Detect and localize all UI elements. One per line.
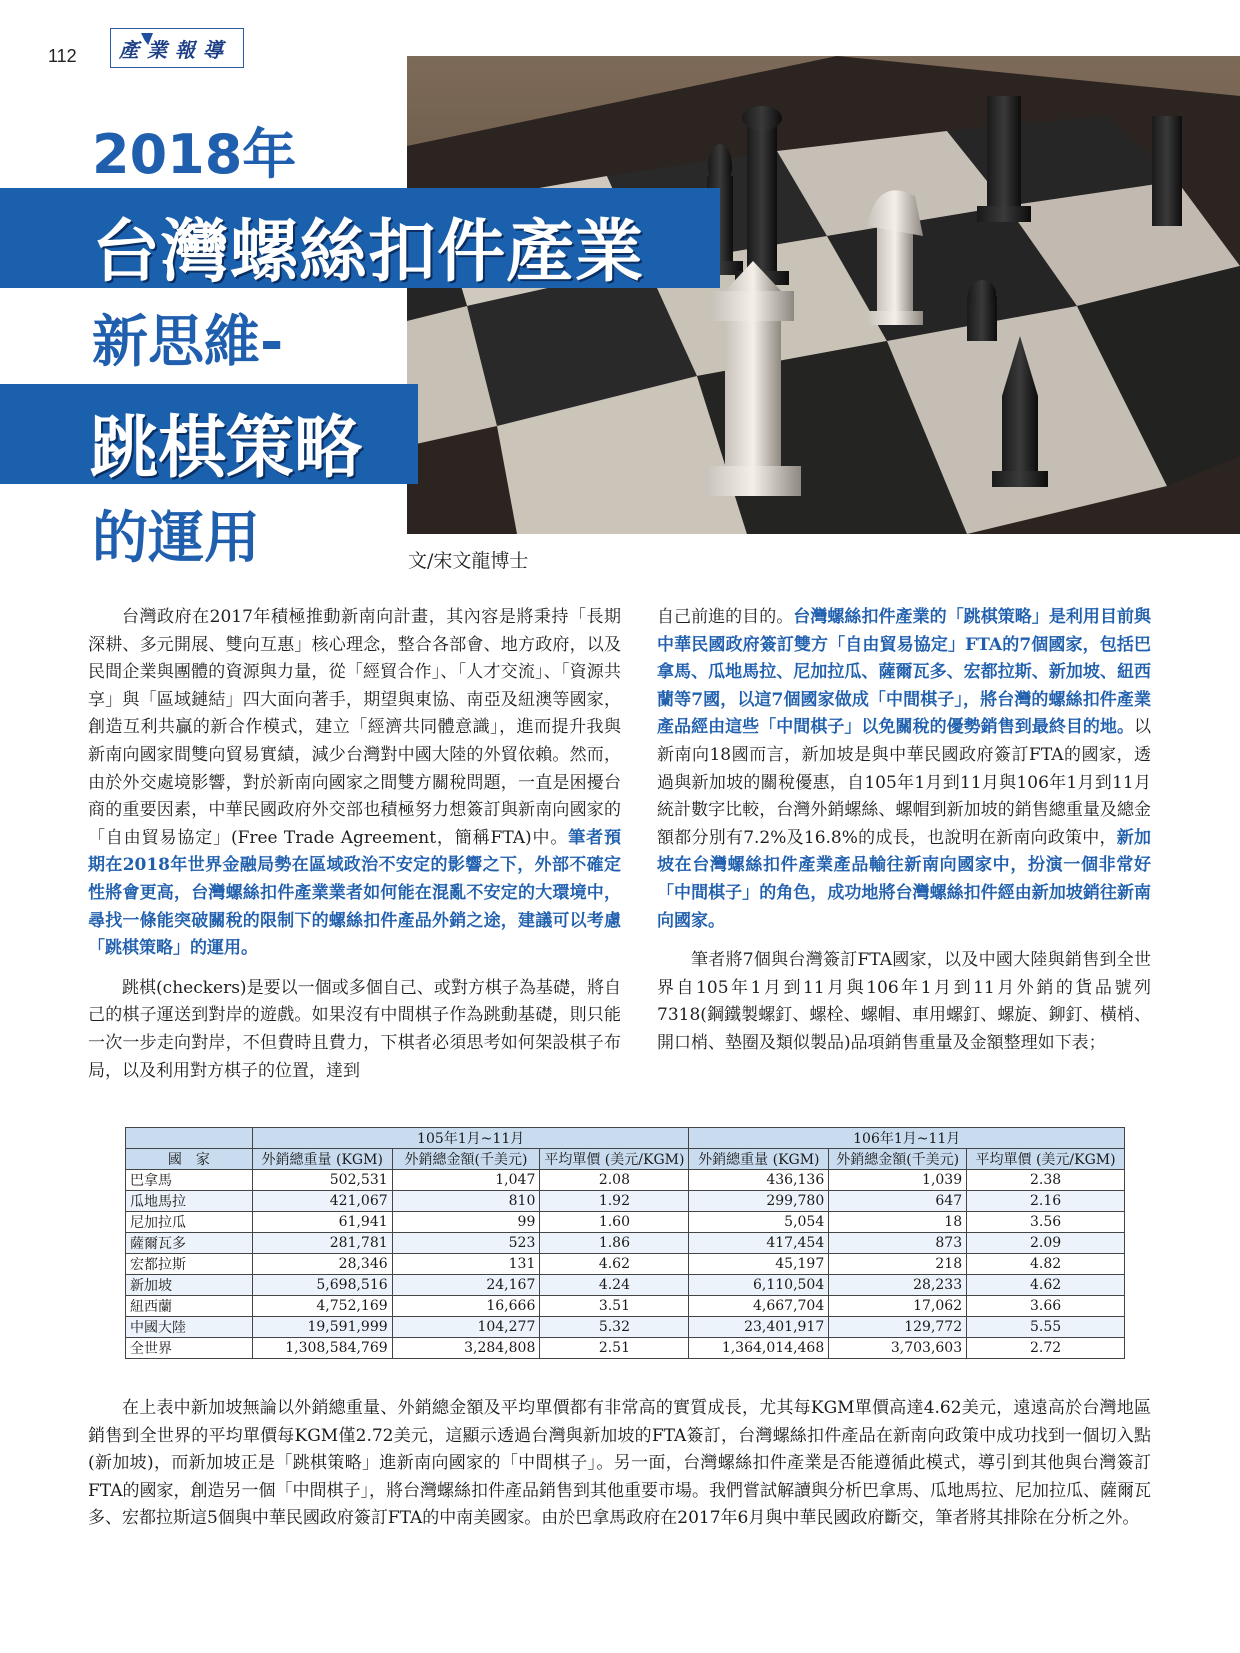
table-cell-p106: 2.16 [967,1191,1125,1212]
table-column-header-row [126,1149,1125,1170]
table-cell-a106: 647 [829,1191,967,1212]
table-cell-a105: 523 [392,1233,540,1254]
table-row [126,1170,1125,1191]
table-cell-w105: 61,941 [252,1212,392,1233]
table-cell-w105: 1,308,584,769 [252,1338,392,1359]
paragraph-text: 以新南向18國而言，新加坡是與中華民國政府簽訂FTA的國家，透過與新加坡的關稅優惠，自105年1月到11月與106年1月到11月統計數字比較，台灣外銷螺絲、螺帽到新加坡的銷售總重量及總金額都分別有7.2%及16.8%的成長，也說明在新南向政策中， [657,717,1151,848]
table-cell-p105: 4.24 [540,1275,689,1296]
right-column [657,604,1151,1058]
title-year: 2018年 [92,123,297,186]
table-cell-p106: 2.72 [967,1338,1125,1359]
table-cell-country: 宏都拉斯 [126,1254,253,1275]
table-cell-country: 中國大陸 [126,1317,253,1338]
byline: 文/宋文龍博士 [408,550,529,572]
table-cell-w106: 1,364,014,468 [689,1338,829,1359]
table-cell-p106: 3.66 [967,1296,1125,1317]
table-cell-p105: 1.86 [540,1233,689,1254]
table-row [126,1191,1125,1212]
table-cell-p105: 5.32 [540,1317,689,1338]
col-amount-106: 外銷總金額(千美元) [829,1149,967,1170]
table-cell-w105: 502,531 [252,1170,392,1191]
table-row [126,1275,1125,1296]
paragraph-highlight: 新加坡在台灣螺絲扣件產業產品輸往新南向國家中，扮演一個非常好「中間棋子」的角色，成功地將台灣螺絲扣件經由新加坡銷往新南向國家。 [657,827,1151,931]
col-country: 國 家 [126,1149,253,1170]
table-cell-a105: 3,284,808 [392,1338,540,1359]
col-amount-105: 外銷總金額(千美元) [392,1149,540,1170]
table-cell-country: 瓜地馬拉 [126,1191,253,1212]
table-cell-a106: 1,039 [829,1170,967,1191]
export-table-wrap [125,1127,1125,1359]
paragraph-text: 台灣政府在2017年積極推動新南向計畫，其內容是將秉持「長期深耕、多元開展、雙向互惠」核心理念，整合各部會、地方政府，以及民間企業與團體的資源與力量，從「經貿合作」、「人才交流」、「資源共享」與「區域鏈結」四大面向著手，期望與東協、南亞及紐澳等國家，創造互利共贏的新合作模式，建立「經濟共同體意識」，進而提升我與新南向國家間雙向貿易實績，減少台灣對中國大陸的外貿依賴。然而，由於外交處境影響，對於新南向國家之間雙方關稅問題，一直是困擾台商的重要因素，中華民國政府外交部也積極努力想簽訂與新南向國家的「自由貿易協定」(Free Trade Agreement，簡稱FTA)中。 [88,607,621,848]
table-cell-w105: 421,067 [252,1191,392,1212]
table-row [126,1212,1125,1233]
table-cell-a105: 1,047 [392,1170,540,1191]
title-band-2 [0,384,418,488]
table-cell-w106: 23,401,917 [689,1317,829,1338]
title-band-1 [0,188,720,292]
chess-photo-illustration [407,56,1240,534]
table-row [126,1296,1125,1317]
table-cell-a105: 104,277 [392,1317,540,1338]
table-cell-w105: 5,698,516 [252,1275,392,1296]
chess-photo [407,56,1240,534]
table-cell-p106: 5.55 [967,1317,1125,1338]
table-cell-w105: 19,591,999 [252,1317,392,1338]
table-cell-a106: 129,772 [829,1317,967,1338]
table-cell-p106: 2.38 [967,1170,1125,1191]
table-cell-p105: 4.62 [540,1254,689,1275]
title-line-2: 新思維- [92,310,284,375]
paragraph [657,604,1151,935]
col-weight-106: 外銷總重量 (KGM) [689,1149,829,1170]
table-cell-w105: 4,752,169 [252,1296,392,1317]
table-period-105: 105年1月~11月 [252,1128,689,1149]
table-cell-a106: 17,062 [829,1296,967,1317]
paragraph: 筆者將7個與台灣簽訂FTA國家，以及中國大陸與銷售到全世界自105年1月到11月與106年1月到11月外銷的貨品號列7318(鋼鐵製螺釘、螺栓、螺帽、車用螺釘、螺旋、鉚釘、橫梢、開口梢、墊圈及類似製品)品項銷售重量及金額整理如下表； [657,950,1151,1053]
table-cell-a105: 99 [392,1212,540,1233]
table-cell-country: 全世界 [126,1338,253,1359]
paragraph-highlight: 筆者預期在2018年世界金融局勢在區域政治不安定的影響之下，外部不確定性將會更高，台灣螺絲扣件產業業者如何能在混亂不安定的大環境中，尋找一條能突破關稅的限制下的螺絲扣件產品外銷之途，建議可以考慮「跳棋策略」的運用。 [88,827,622,959]
table-cell-country: 尼加拉瓜 [126,1212,253,1233]
table-cell-w105: 28,346 [252,1254,392,1275]
table-cell-a106: 218 [829,1254,967,1275]
table-cell-w106: 45,197 [689,1254,829,1275]
page-number: 112 [48,46,77,66]
table-cell-a105: 810 [392,1191,540,1212]
table-row [126,1338,1125,1359]
table-cell-p105: 2.08 [540,1170,689,1191]
paragraph [88,604,621,963]
left-column [88,604,621,1085]
table-cell-country: 巴拿馬 [126,1170,253,1191]
table-cell-w106: 436,136 [689,1170,829,1191]
table-cell-country: 紐西蘭 [126,1296,253,1317]
table-cell-a105: 131 [392,1254,540,1275]
table-row [126,1254,1125,1275]
table-cell-p105: 1.60 [540,1212,689,1233]
paragraph-highlight: 台灣螺絲扣件產業的「跳棋策略」是利用目前與中華民國政府簽訂雙方「自由貿易協定」FTA的7個國家，包括巴拿馬、瓜地馬拉、尼加拉瓜、薩爾瓦多、宏都拉斯、新加坡、紐西蘭等7國，以這7個國家做成「中間棋子」，將台灣的螺絲扣件產業產品經由這些「中間棋子」以免關稅的優勢銷售到最終目的地。 [657,607,1152,738]
col-avg-105: 平均單價 (美元/KGM) [540,1149,689,1170]
table-cell-p106: 4.62 [967,1275,1125,1296]
table-cell-w106: 4,667,704 [689,1296,829,1317]
col-avg-106: 平均單價 (美元/KGM) [967,1149,1125,1170]
table-cell-w106: 299,780 [689,1191,829,1212]
table-cell-a106: 28,233 [829,1275,967,1296]
title-line-4: 的運用 [92,506,260,571]
table-period-row [126,1128,1125,1149]
table-cell-country: 薩爾瓦多 [126,1233,253,1254]
title-line-3: 跳棋策略 [90,409,363,488]
paragraph: 在上表中新加坡無論以外銷總重量、外銷總金額及平均單價都有非常高的實質成長，尤其每KGM單價高達4.62美元，遠遠高於台灣地區銷售到全世界的平均單價每KGM僅2.72美元，這顯示透過台灣與新加坡的FTA簽訂，台灣螺絲扣件產品在新南向政策中成功找到一個切入點(新加坡)，而新加坡正是「跳棋策略」進新南向國家的「中間棋子」。另一面，台灣螺絲扣件產業是否能遵循此模式，導引到其他與台灣簽訂FTA的國家，創造另一個「中間棋子」，將台灣螺絲扣件產品銷售到其他重要市場。我們嘗試解讀與分析巴拿馬、瓜地馬拉、尼加拉瓜、薩爾瓦多、宏都拉斯這5個與中華民國政府簽訂FTA的中南美國家。由於巴拿馬政府在2017年6月與中華民國政府斷交，筆者將其排除在分析之外。 [88,1398,1151,1529]
table-cell-p106: 4.82 [967,1254,1125,1275]
table-cell-a106: 3,703,603 [829,1338,967,1359]
table-cell-a105: 24,167 [392,1275,540,1296]
table-period-106: 106年1月~11月 [689,1128,1125,1149]
table-cell-p105: 3.51 [540,1296,689,1317]
table-cell-w106: 417,454 [689,1233,829,1254]
table-cell-w105: 281,781 [252,1233,392,1254]
table-cell-p105: 2.51 [540,1338,689,1359]
section-label: 產業報導 [119,38,231,62]
table-header-blank [126,1128,253,1149]
table-cell-a106: 873 [829,1233,967,1254]
table-row [126,1317,1125,1338]
table-cell-a105: 16,666 [392,1296,540,1317]
table-cell-a106: 18 [829,1212,967,1233]
table-cell-p106: 3.56 [967,1212,1125,1233]
title-line-1: 台灣螺絲扣件產業 [92,213,645,292]
paragraph-text: 自己前進的目的。 [657,607,794,627]
table-row [126,1233,1125,1254]
table-cell-p105: 1.92 [540,1191,689,1212]
table-cell-w106: 5,054 [689,1212,829,1233]
export-table [125,1127,1125,1359]
section-tag [110,28,244,68]
bottom-text [88,1395,1151,1533]
table-cell-p106: 2.09 [967,1233,1125,1254]
table-cell-country: 新加坡 [126,1275,253,1296]
paragraph: 跳棋(checkers)是要以一個或多個自己、或對方棋子為基礎，將自己的棋子運送到對岸的遊戲。如果沒有中間棋子作為跳動基礎，則只能一次一步走向對岸，不但費時且費力，下棋者必須思考如何架設棋子布局，以及利用對方棋子的位置，達到 [88,977,621,1081]
col-weight-105: 外銷總重量 (KGM) [252,1149,392,1170]
table-cell-w106: 6,110,504 [689,1275,829,1296]
